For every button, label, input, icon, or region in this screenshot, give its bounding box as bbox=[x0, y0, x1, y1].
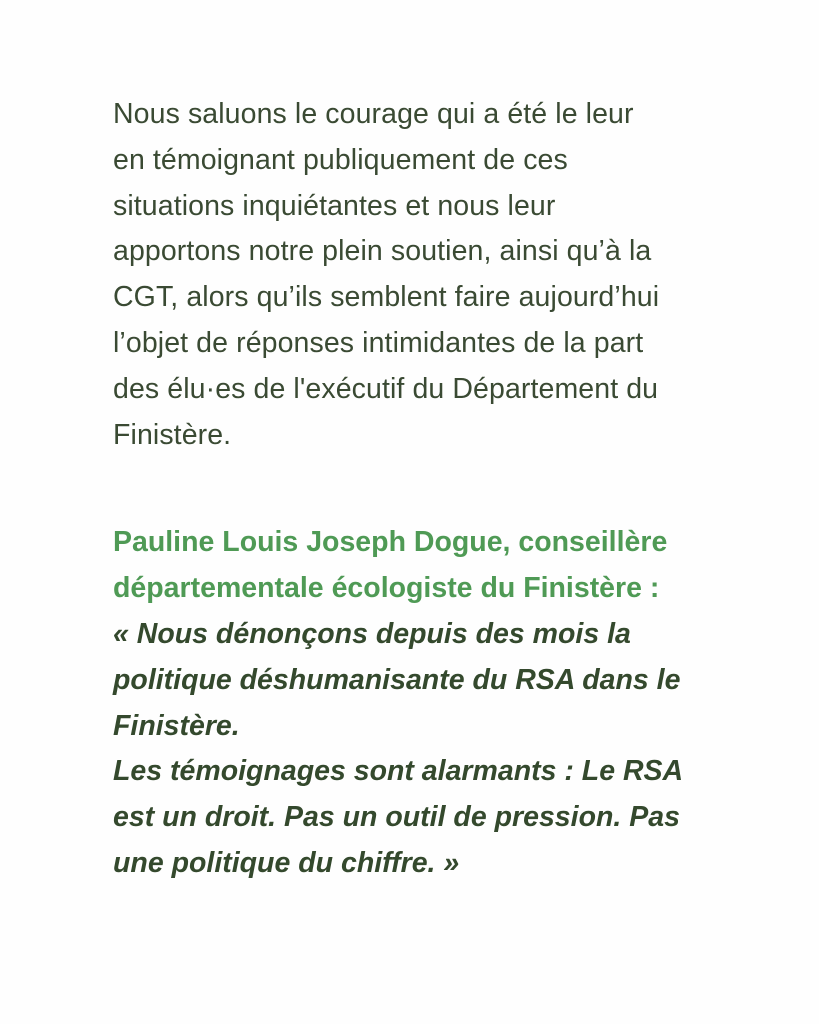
body-paragraph: Nous saluons le courage qui a été le leur en témoignant publiquement de ces situations inquiétantes et nous leur apportons notre plein soutien, ainsi qu’à la CGT, alors qu’ils semblent faire aujourd’hui l’objet de réponses intimidantes de la part des élu·es de l'exécutif du Département du Finistère. bbox=[113, 98, 660, 451]
quote-text: « Nous dénonçons depuis des mois la politique déshumanisante du RSA dans le Finistère. Les témoignages sont alarmants : Le RSA est un droit. Pas un outil de pression. Pas une politique du chiffre. » bbox=[113, 618, 684, 879]
speaker-attribution: Pauline Louis Joseph Dogue, conseillère départementale écologiste du Finistère : bbox=[113, 526, 668, 604]
